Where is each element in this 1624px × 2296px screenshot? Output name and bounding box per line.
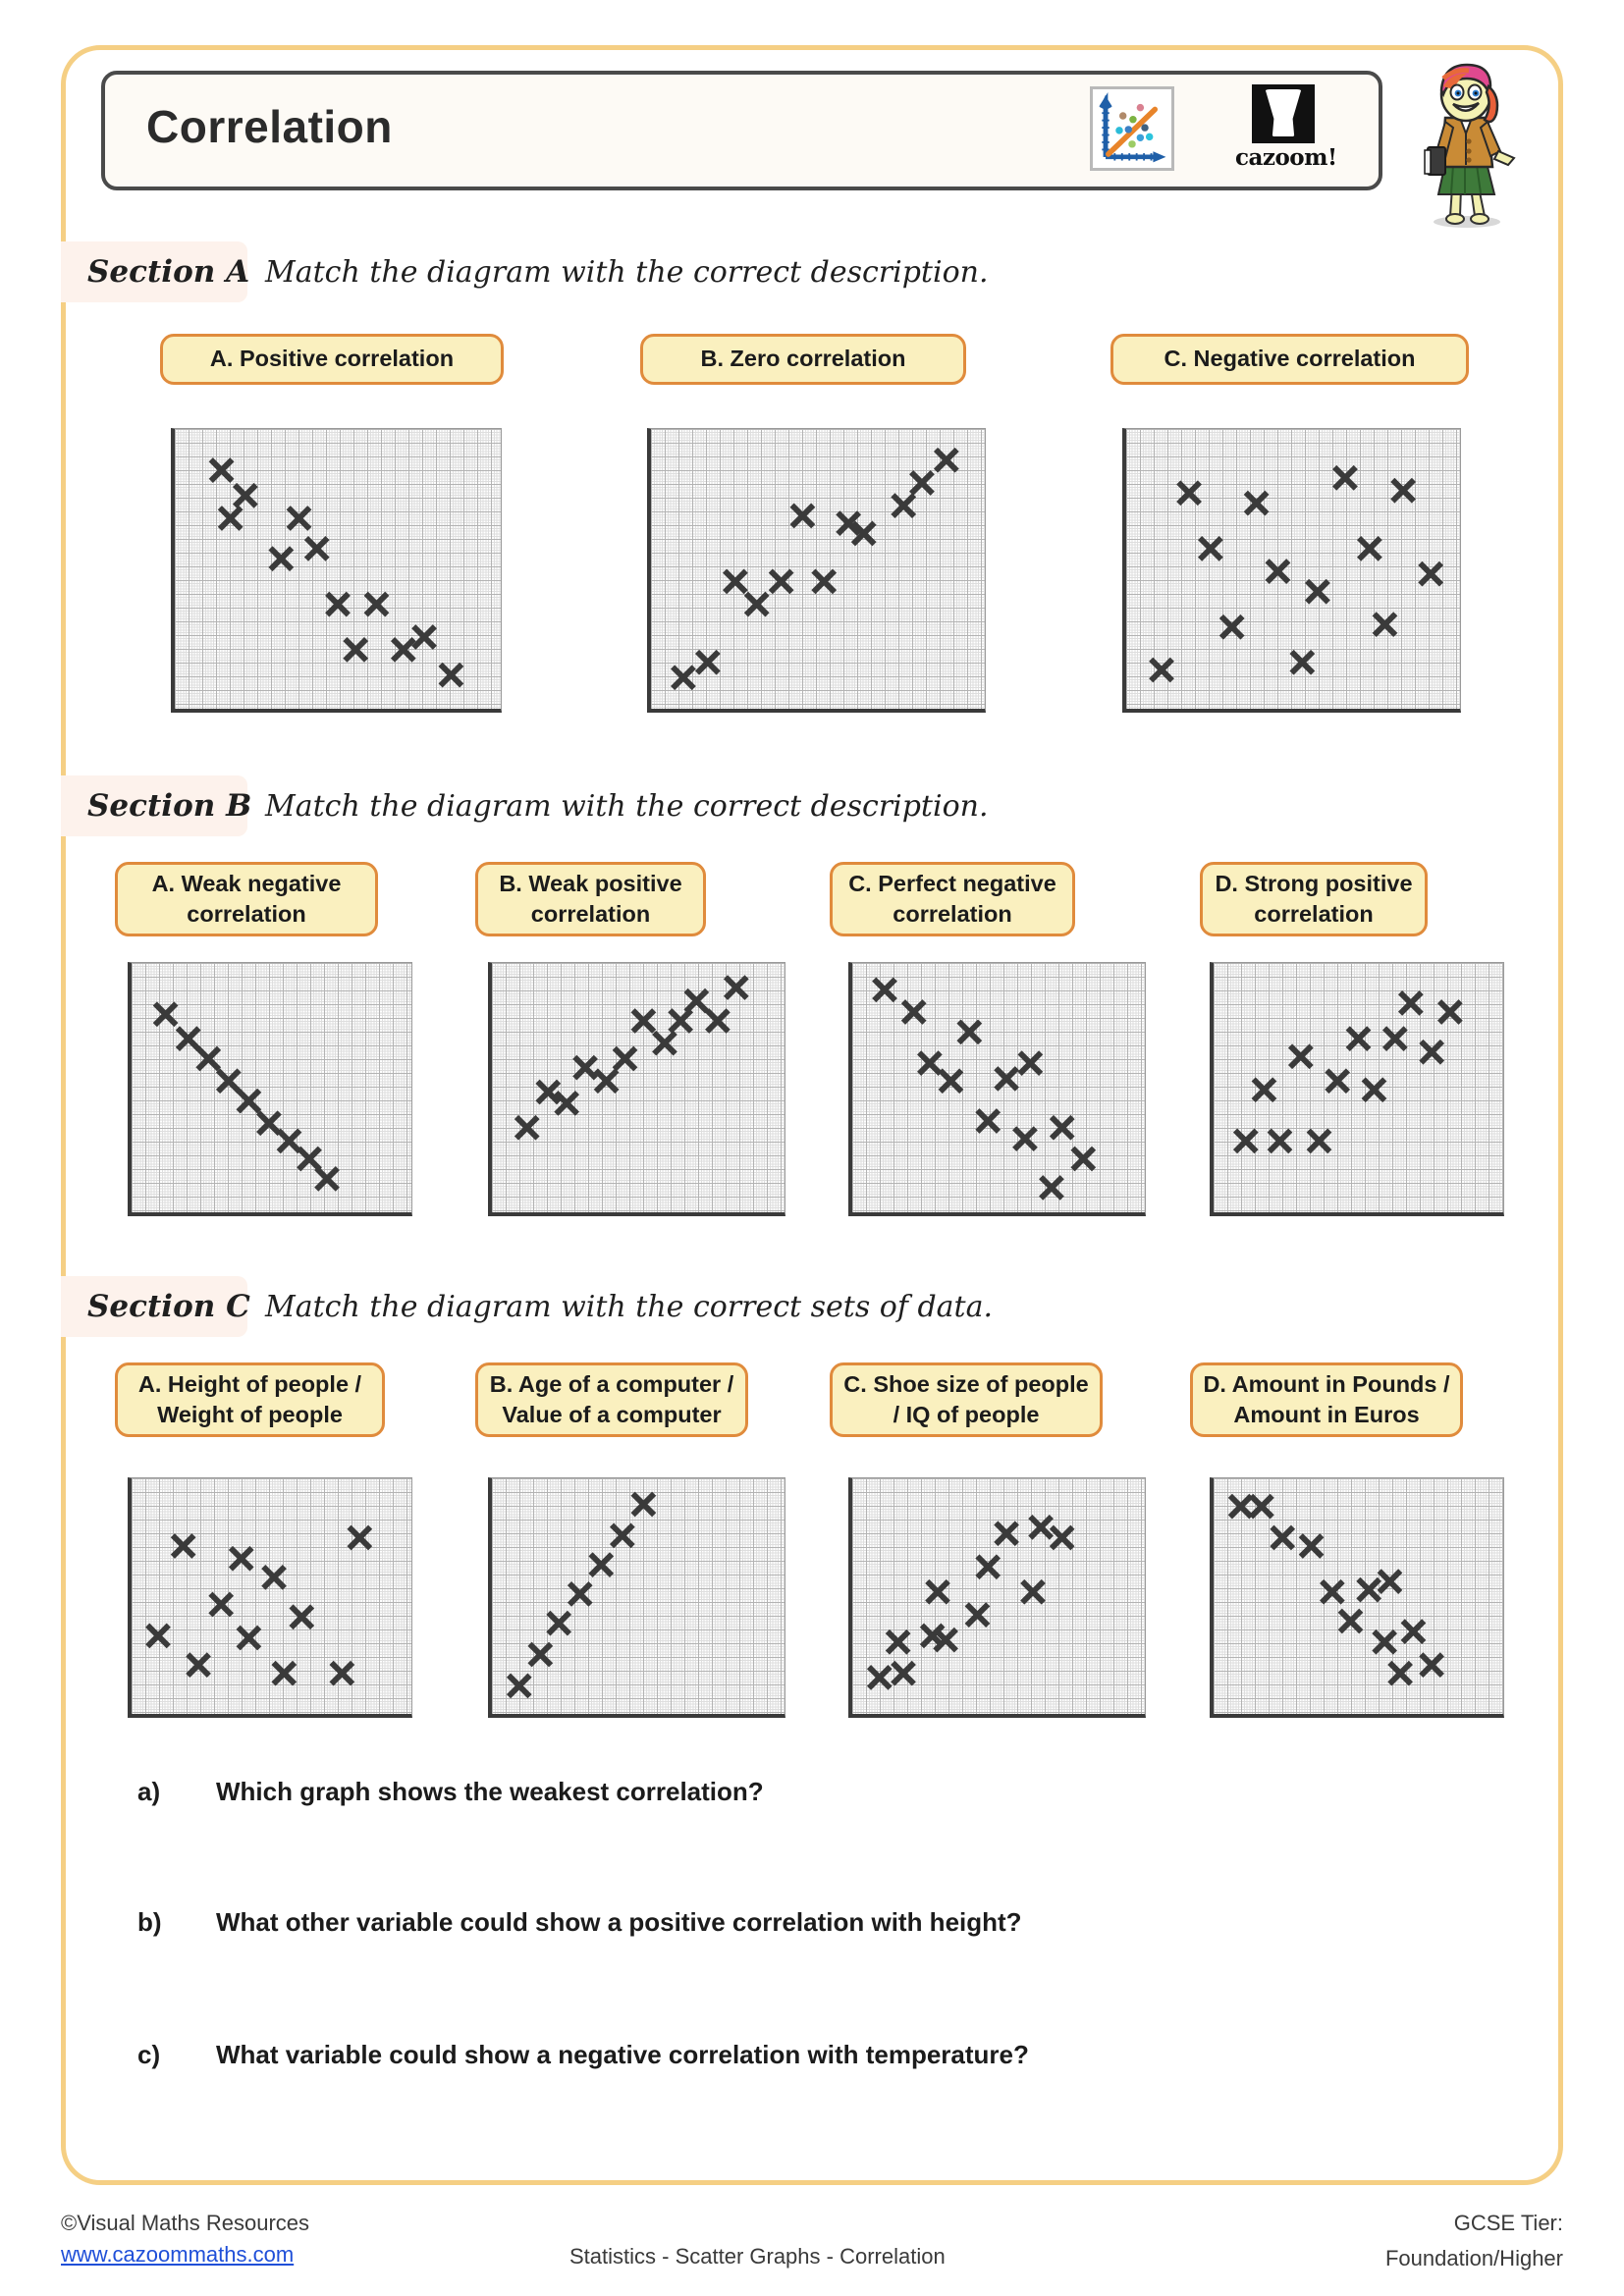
question-c-text: What variable could show a negative correlation with temperature? [216,2040,1029,2069]
markers [1214,1478,1503,1714]
section-a-option-a[interactable]: A. Positive correlation [160,334,504,385]
footer-topic: Statistics - Scatter Graphs - Correlation [569,2244,946,2269]
section-a-option-b[interactable]: B. Zero correlation [640,334,966,385]
markers [1126,429,1460,709]
question-b-text: What other variable could show a positive correlation with height? [216,1907,1022,1937]
student-girl-mascot [1406,57,1524,229]
section-c-option-a[interactable]: A. Height of people / Weight of people [115,1362,385,1437]
section-c-option-b[interactable]: B. Age of a computer / Value of a computer [475,1362,748,1437]
question-b-label: b) [137,1907,162,1937]
cazoom-wordmark: cazoom! [1235,144,1337,171]
footer-tier-line2: Foundation/Higher [1384,2246,1563,2270]
question-a-text: Which graph shows the weakest correlation? [216,1777,764,1806]
worksheet-title-bar [101,71,1382,190]
markers [175,429,501,709]
markers [1214,963,1503,1212]
section-c-graph-1[interactable] [128,1477,412,1718]
section-b-graph-1[interactable] [128,962,412,1216]
section-c-graph-2[interactable] [488,1477,785,1718]
section-c-header [61,1276,1043,1337]
markers [132,1478,411,1714]
section-c-label: Section C [87,1289,250,1324]
section-b-instruction: Match the diagram with the correct description. [265,789,989,824]
section-a-header [61,241,1043,302]
footer-copyright: ©Visual Maths Resources [61,2211,310,2235]
section-b-option-a[interactable]: A. Weak negative correlation [115,862,378,936]
section-a-graph-1[interactable] [171,428,502,713]
section-b-graph-2[interactable] [488,962,785,1216]
markers [492,1478,785,1714]
cazoom-logo [1235,84,1337,175]
section-c-instruction: Match the diagram with the correct sets of data. [265,1290,994,1324]
question-a-label: a) [137,1777,161,1806]
section-c-option-d[interactable]: D. Amount in Pounds / Amount in Euros [1190,1362,1463,1437]
page-title: Correlation [146,101,393,152]
section-a-graph-2[interactable] [647,428,986,713]
question-c-label: c) [137,2040,161,2069]
markers [852,963,1145,1212]
section-a-instruction: Match the diagram with the correct description. [265,255,989,290]
section-c-graph-3[interactable] [848,1477,1146,1718]
markers [852,1478,1145,1714]
section-b-option-c[interactable]: C. Perfect negative correlation [830,862,1075,936]
section-c-graph-4[interactable] [1210,1477,1504,1718]
section-b-graph-4[interactable] [1210,962,1504,1216]
section-b-graph-3[interactable] [848,962,1146,1216]
section-a-option-c[interactable]: C. Negative correlation [1110,334,1469,385]
section-b-option-b[interactable]: B. Weak positive correlation [475,862,706,936]
page-footer [0,2211,1624,2295]
section-b-header [61,775,1043,836]
section-a-label: Section A [87,254,250,290]
footer-tier-line1: GCSE Tier: [1453,2211,1563,2235]
section-c-option-c[interactable]: C. Shoe size of people / IQ of people [830,1362,1103,1437]
footer-url-link[interactable]: www.cazoommaths.com [61,2242,295,2267]
scatter-plot-icon [1090,86,1174,171]
section-b-option-d[interactable]: D. Strong positive correlation [1200,862,1428,936]
section-b-label: Section B [87,788,252,824]
footer-tier [1385,2211,1563,2271]
markers [492,963,785,1212]
cazoom-glass-icon [1252,84,1315,143]
markers [651,429,985,709]
section-a-graph-3[interactable] [1122,428,1461,713]
markers [132,963,411,1212]
